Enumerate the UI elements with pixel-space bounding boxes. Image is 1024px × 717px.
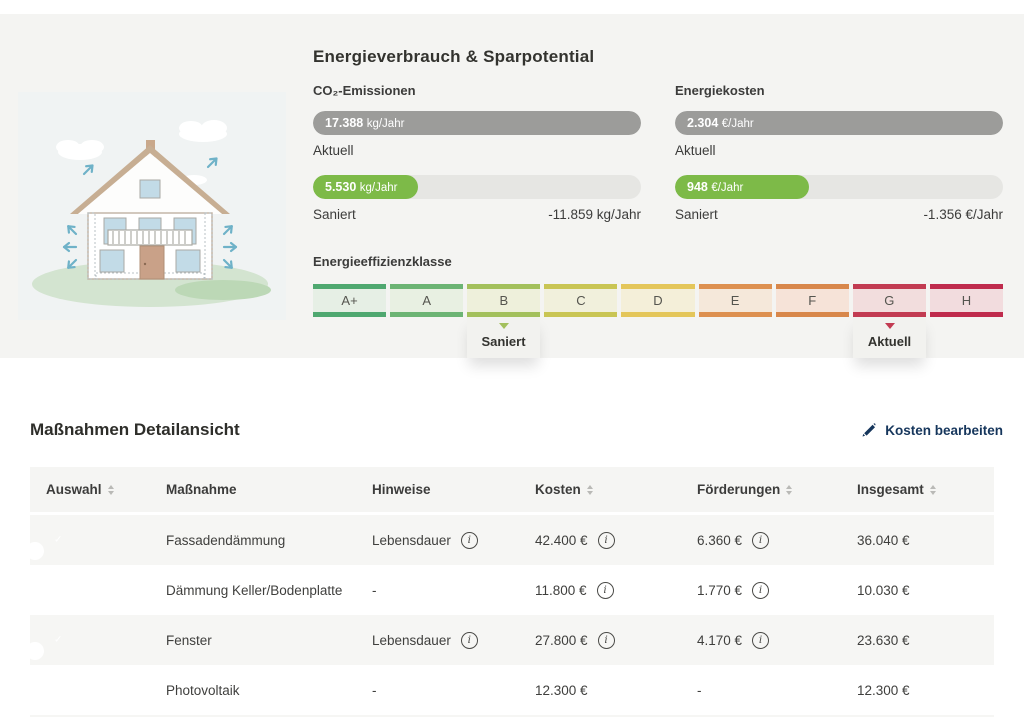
sort-icon[interactable] <box>108 485 114 495</box>
measures-title: Maßnahmen Detailansicht <box>30 420 240 439</box>
table-header-row <box>30 467 994 512</box>
column-header-auswahl[interactable]: Auswahl <box>46 482 166 497</box>
panel-title: Energieverbrauch & Sparpotential <box>313 47 595 66</box>
marker-down-triangle-icon <box>499 323 509 329</box>
costs-current-caption: Aktuell <box>675 143 716 158</box>
column-header-insgesamt[interactable]: Insgesamt <box>857 482 994 497</box>
costs-current-bar: 2.304 €/Jahr <box>675 111 1003 135</box>
measure-name: Dämmung Keller/Bodenplatte <box>166 582 343 598</box>
efficiency-class-g: G <box>853 284 926 317</box>
measures-table <box>30 467 994 715</box>
info-icon[interactable] <box>597 582 614 599</box>
column-header-hinweise: Hinweise <box>372 482 431 497</box>
edit-costs-button[interactable]: Kosten bearbeiten <box>861 422 1003 438</box>
pencil-icon <box>861 422 877 438</box>
co2-savings: -11.859 kg/Jahr <box>548 207 641 222</box>
efficiency-class-d: D <box>621 284 694 317</box>
current-class-marker: Aktuell <box>853 317 926 358</box>
measure-name: Fassadendämmung <box>166 532 286 548</box>
costs-renovated-caption: Saniert <box>675 207 718 222</box>
table-row-photovoltaik: Photovoltaik - 12.300 € - 12.300 € <box>30 665 994 715</box>
info-icon[interactable] <box>752 632 769 649</box>
efficiency-class-b: B <box>467 284 540 317</box>
sort-icon[interactable] <box>587 485 593 495</box>
efficiency-class-c: C <box>544 284 617 317</box>
column-header-massnahme: Maßnahme <box>166 482 237 497</box>
info-icon[interactable] <box>598 532 615 549</box>
info-icon[interactable] <box>598 632 615 649</box>
co2-current-caption: Aktuell <box>313 143 354 158</box>
info-icon[interactable] <box>461 532 478 549</box>
sort-icon[interactable] <box>786 485 792 495</box>
costs-renovated-bar: 948 €/Jahr <box>675 175 1003 199</box>
measure-name: Fenster <box>166 632 212 648</box>
info-icon[interactable] <box>752 532 769 549</box>
efficiency-class-e: E <box>699 284 772 317</box>
table-row-fenster: Fenster Lebensdauer i 27.800 € i 4.170 € i 23.630 € <box>30 615 994 665</box>
co2-label: CO₂-Emissionen <box>313 83 416 98</box>
column-header-foerderungen[interactable]: Förderungen <box>697 482 857 497</box>
efficiency-class-a: A <box>390 284 463 317</box>
renovated-class-marker: Saniert <box>467 317 540 358</box>
co2-renovated-bar: 5.530 kg/Jahr <box>313 175 641 199</box>
efficiency-label: Energieeffizienzklasse <box>313 254 452 269</box>
costs-label: Energiekosten <box>675 83 765 98</box>
co2-current-bar: 17.388 kg/Jahr <box>313 111 641 135</box>
info-icon[interactable] <box>752 582 769 599</box>
table-row-fassadendaemmung: Fassadendämmung Lebensdauer i 42.400 € i 6.360 € i 36.040 € <box>30 515 994 565</box>
costs-metric <box>675 83 1003 239</box>
marker-down-triangle-icon <box>885 323 895 329</box>
house-icon <box>18 92 286 320</box>
co2-renovated-caption: Saniert <box>313 207 356 222</box>
table-row-daemmung-keller: Dämmung Keller/Bodenplatte - 11.800 € i 1.770 € i 10.030 € <box>30 565 994 615</box>
efficiency-class-h: H <box>930 284 1003 317</box>
info-icon[interactable] <box>461 632 478 649</box>
house-illustration <box>18 92 286 320</box>
efficiency-class-f: F <box>776 284 849 317</box>
sort-icon[interactable] <box>930 485 936 495</box>
efficiency-scale <box>313 284 1003 317</box>
costs-savings: -1.356 €/Jahr <box>923 207 1003 222</box>
efficiency-class-a-plus: A+ <box>313 284 386 317</box>
co2-metric <box>313 83 641 239</box>
energy-overview-panel <box>0 14 1024 358</box>
measure-name: Photovoltaik <box>166 682 240 698</box>
column-header-kosten[interactable]: Kosten <box>535 482 697 497</box>
